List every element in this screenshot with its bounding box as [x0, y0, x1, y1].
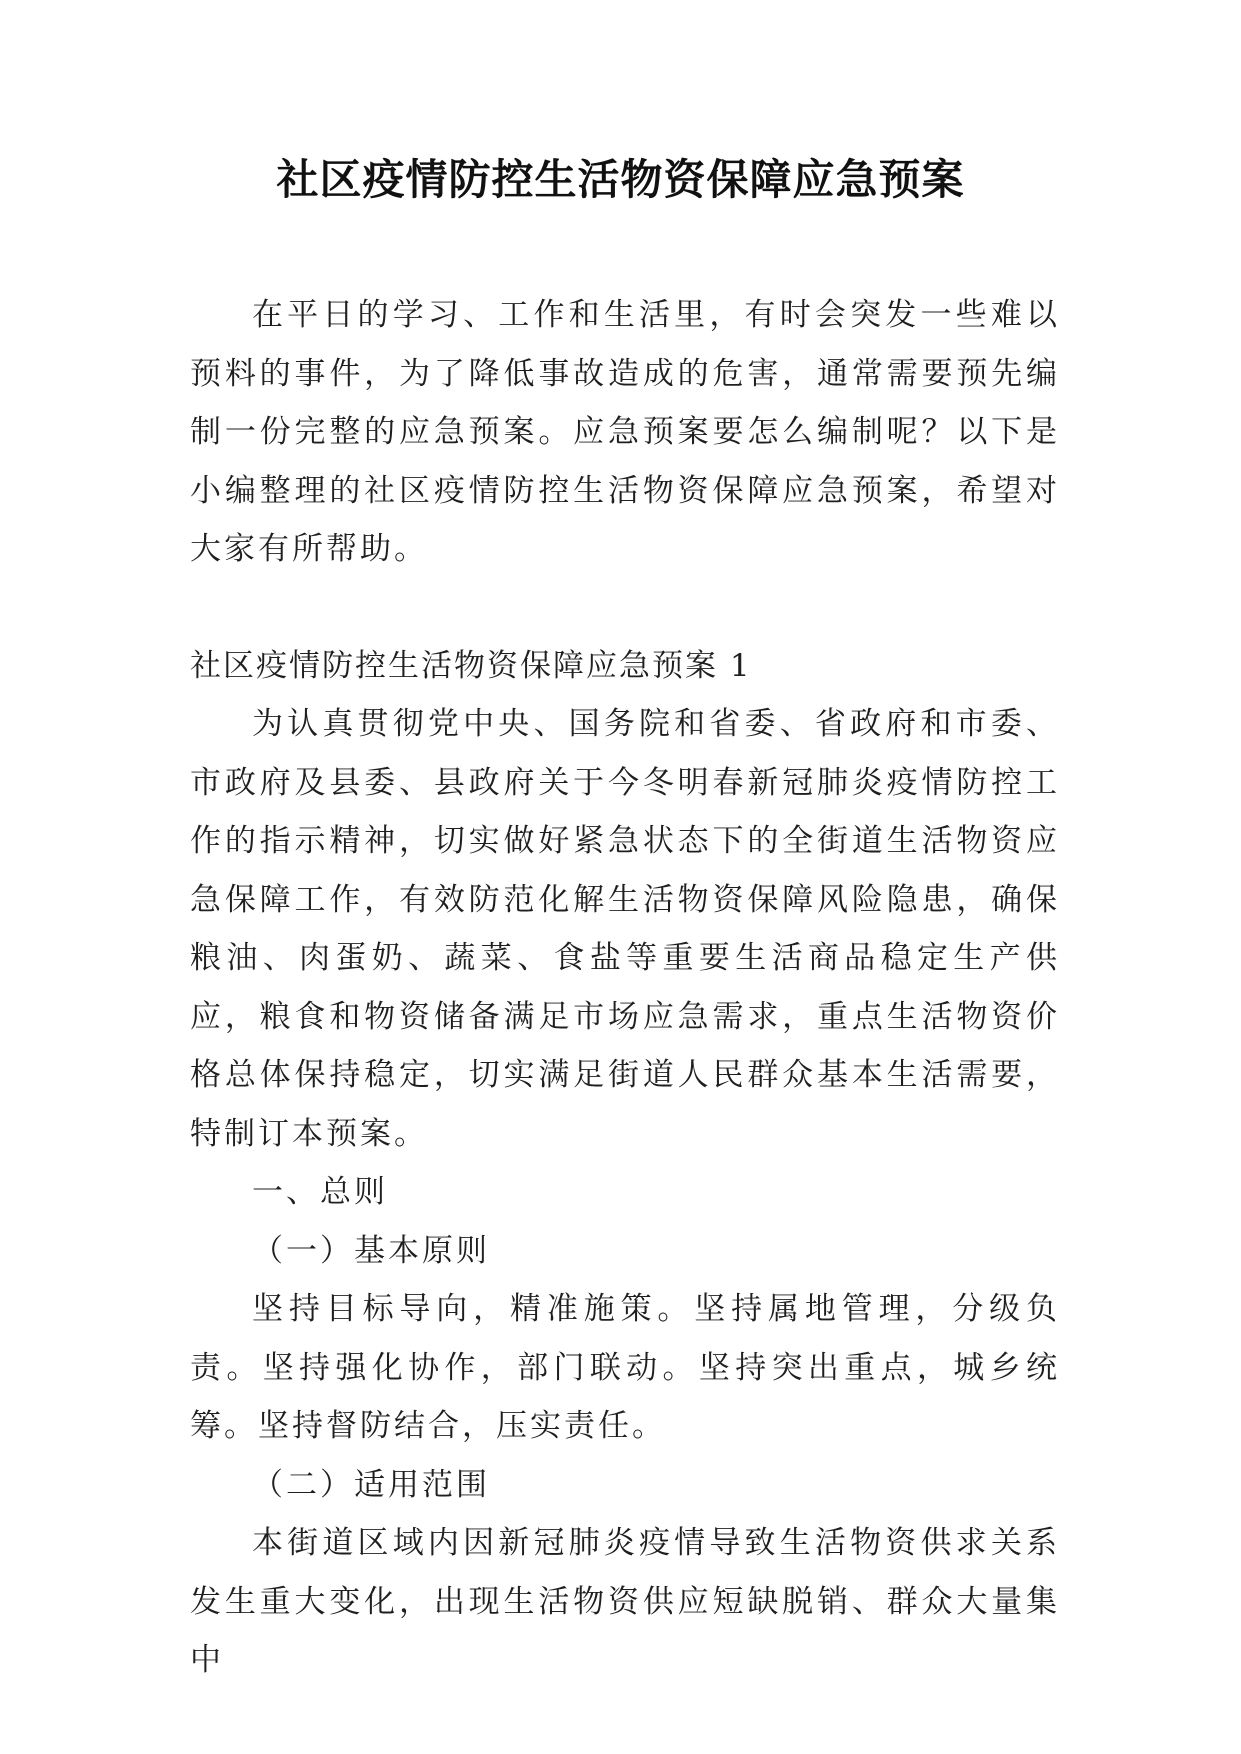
document-title: 社区疫情防控生活物资保障应急预案	[276, 155, 965, 204]
paragraph-basic-principles: 坚持目标导向，精准施策。坚持属地管理，分级负责。坚持强化协作，部门联动。坚持突出重点，城乡统筹。坚持督防结合，压实责任。	[190, 1291, 1060, 1444]
heading-scope: （二）适用范围	[252, 1466, 490, 1503]
intro-paragraph: 在平日的学习、工作和生活里，有时会突发一些难以预料的事件，为了降低事故造成的危害，通常需要预先编制一份完整的应急预案。应急预案要怎么编制呢？以下是小编整理的社区疫情防控生活物资保障应急预案，希望对大家有所帮助。	[190, 297, 1060, 567]
paragraph-scope: 本街道区域内因新冠肺炎疫情导致生活物资供求关系发生重大变化，出现生活物资供应短缺脱销、群众大量集中	[190, 1525, 1060, 1678]
heading-basic-principles: （一）基本原则	[252, 1232, 490, 1269]
heading-general-principles: 一、总则	[252, 1174, 388, 1210]
section-title: 社区疫情防控生活物资保障应急预案 1	[190, 647, 752, 684]
paragraph-purpose: 为认真贯彻党中央、国务院和省委、省政府和市委、市政府及县委、县政府关于今冬明春新冠肺炎疫情防控工作的指示精神，切实做好紧急状态下的全街道生活物资应急保障工作，有效防范化解生活物资保障风险隐患，确保粮油、肉蛋奶、蔬菜、食盐等重要生活商品稳定生产供应，粮食和物资储备满足市场应急需求，重点生活物资价格总体保持稳定，切实满足街道人民群众基本生活需要，特制订本预案。	[190, 706, 1060, 1152]
document-body	[190, 286, 1060, 1690]
